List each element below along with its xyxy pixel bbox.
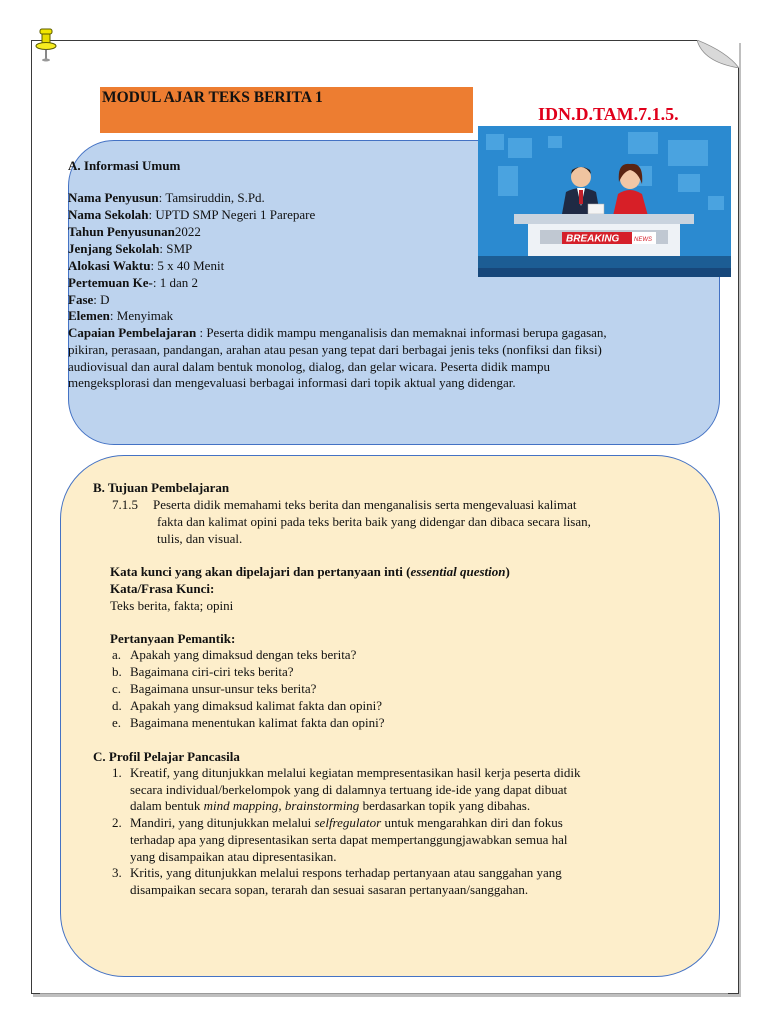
section-c-heading: C. Profil Pelajar Pancasila bbox=[93, 749, 240, 764]
question-marker: b. bbox=[112, 664, 122, 679]
banner-text-news: NEWS bbox=[634, 237, 652, 243]
list-item: Bagaimana menentukan kalimat fakta dan opini? bbox=[130, 715, 385, 730]
profil-marker: 1. bbox=[112, 765, 122, 780]
banner-text-breaking: BREAKING bbox=[566, 233, 620, 245]
profil-2-line-3: yang disampaikan atau dipresentasikan. bbox=[130, 849, 337, 864]
field-elemen: Elemen: Menyimak bbox=[68, 308, 174, 323]
profil-marker: 3. bbox=[112, 865, 122, 880]
list-item: Apakah yang dimaksud kalimat fakta dan opini? bbox=[130, 698, 382, 713]
field-alokasi-waktu: Alokasi Waktu: 5 x 40 Menit bbox=[68, 258, 225, 273]
capaian-line-3: audiovisual dan aural dalam bentuk monolog, dialog, dan gelar wicara. Peserta didik mampu bbox=[68, 359, 550, 374]
pushpin-icon bbox=[33, 27, 59, 63]
question-marker: d. bbox=[112, 698, 122, 713]
profil-3-line-2: disampaikan secara sopan, terarah dan sesuai sasaran pertanyaan/sanggahan. bbox=[130, 882, 529, 897]
keyword-heading: Kata kunci yang akan dipelajari dan pertanyaan inti (essential question) bbox=[110, 564, 510, 579]
list-item: Bagaimana ciri-ciri teks berita? bbox=[130, 664, 294, 679]
question-marker: e. bbox=[112, 715, 122, 730]
field-pertemuan: Pertemuan Ke-: 1 dan 2 bbox=[68, 275, 198, 290]
capaian-line-4: mengeksplorasi dan mengevaluasi berbagai informasi dari topik aktual yang didengar. bbox=[68, 375, 516, 390]
field-nama-penyusun: Nama Penyusun: Tamsiruddin, S.Pd. bbox=[68, 190, 265, 205]
profil-marker: 2. bbox=[112, 815, 122, 830]
capaian-line-1: Capaian Pembelajaran : Peserta didik mampu menganalisis dan memaknai informasi berupa gagasan, bbox=[68, 325, 607, 340]
keyword-subheading: Kata/Frasa Kunci: bbox=[110, 581, 215, 596]
keywords-text: Teks berita, fakta; opini bbox=[110, 598, 234, 613]
goal-line-1: Peserta didik memahami teks berita dan menganalisis serta mengevaluasi kalimat bbox=[153, 497, 577, 512]
section-b-heading: B. Tujuan Pembelajaran bbox=[93, 480, 230, 495]
capaian-line-2: pikiran, perasaan, pandangan, arahan atau pesan yang tepat dari berbagai jenis teks (nonfiksi dan fiksi) bbox=[68, 342, 602, 357]
field-nama-sekolah: Nama Sekolah: UPTD SMP Negeri 1 Parepare bbox=[68, 207, 316, 222]
page-curl-decoration bbox=[697, 40, 739, 68]
question-marker: c. bbox=[112, 681, 122, 696]
section-a-heading: A. Informasi Umum bbox=[68, 158, 181, 173]
document-title: MODUL AJAR TEKS BERITA 1 bbox=[102, 89, 323, 106]
list-item: Apakah yang dimaksud dengan teks berita? bbox=[130, 647, 357, 662]
goal-number: 7.1.5 bbox=[112, 497, 138, 512]
curriculum-code: IDN.D.TAM.7.1.5. bbox=[538, 104, 679, 124]
field-jenjang-sekolah: Jenjang Sekolah: SMP bbox=[68, 241, 193, 256]
profil-2-line-2: terhadap apa yang dipresentasikan serta dapat mempertanggungjawabkan semua hal bbox=[130, 832, 568, 847]
profil-1-line-3: dalam bentuk mind mapping, brainstorming berdasarkan topik yang dibahas. bbox=[130, 798, 531, 813]
question-marker: a. bbox=[112, 647, 122, 662]
profil-3-line-1: Kritis, yang ditunjukkan melalui respons terhadap pertanyaan atau sanggahan yang bbox=[130, 865, 562, 880]
list-item: Bagaimana unsur-unsur teks berita? bbox=[130, 681, 317, 696]
profil-2-line-1: Mandiri, yang ditunjukkan melalui selfregulator untuk mengarahkan diri dan fokus bbox=[130, 815, 563, 830]
profil-1-line-1: Kreatif, yang ditunjukkan melalui kegiatan mempresentasikan hasil kerja peserta didik bbox=[130, 765, 581, 780]
page-bottom-edge bbox=[40, 993, 728, 994]
profil-1-line-2: secara individual/berkelompok yang di dalamnya tertuang ide-ide yang dapat dibuat bbox=[130, 782, 568, 797]
goal-line-2: fakta dan kalimat opini pada teks berita baik yang didengar dan dibaca secara lisan, bbox=[157, 514, 591, 529]
breaking-news-illustration bbox=[478, 126, 731, 277]
goal-line-3: tulis, dan visual. bbox=[157, 531, 243, 546]
questions-heading: Pertanyaan Pemantik: bbox=[110, 631, 236, 646]
field-tahun-penyusunan: Tahun Penyusunan2022 bbox=[68, 224, 201, 239]
field-fase: Fase: D bbox=[68, 292, 110, 307]
